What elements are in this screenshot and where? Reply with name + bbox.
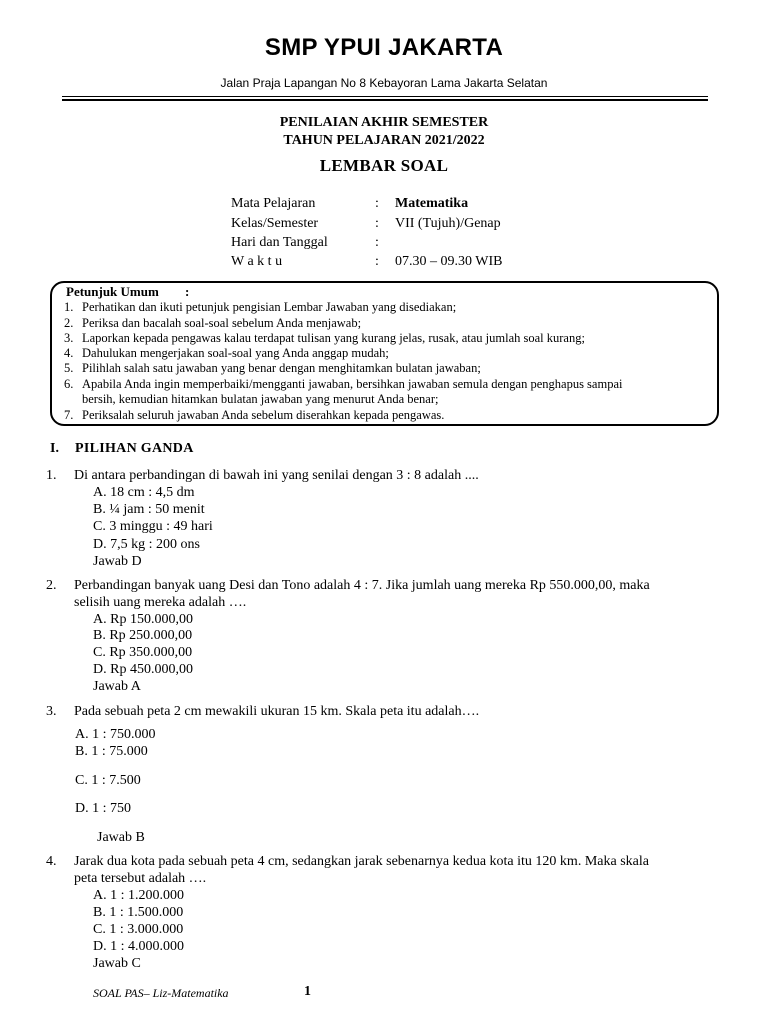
footer-label: SOAL PAS– Liz-Matematika bbox=[93, 986, 229, 1000]
instructions-colon: : bbox=[185, 284, 190, 299]
question-text: Di antara perbandingan di bawah ini yang senilai dengan 3 : 8 adalah .... bbox=[74, 468, 479, 483]
info-colon: : bbox=[375, 196, 379, 211]
question-text: Perbandingan banyak uang Desi dan Tono adalah 4 : 7. Jika jumlah uang mereka Rp 550.000,00, maka bbox=[74, 578, 650, 593]
option-a: A. 1 : 750.000 bbox=[75, 727, 156, 742]
instruction-number: 4. bbox=[64, 346, 74, 360]
info-colon: : bbox=[375, 235, 379, 250]
option-c: C. 1 : 3.000.000 bbox=[93, 922, 184, 937]
info-value-class: VII (Tujuh)/Genap bbox=[395, 216, 501, 231]
option-a: A. 18 cm : 4,5 dm bbox=[93, 485, 195, 500]
header-divider-thin bbox=[62, 96, 708, 97]
instruction-text: Perhatikan dan ikuti petunjuk pengisian Lembar Jawaban yang disediakan; bbox=[82, 300, 457, 314]
instruction-number: 2. bbox=[64, 316, 74, 330]
exam-title: PENILAIAN AKHIR SEMESTER bbox=[279, 115, 489, 130]
option-d: D. 1 : 4.000.000 bbox=[93, 939, 184, 954]
info-label-class: Kelas/Semester bbox=[231, 216, 319, 231]
instruction-text: Pilihlah salah satu jawaban yang benar dengan menghitamkan bulatan jawaban; bbox=[82, 361, 481, 375]
instruction-number: 6. bbox=[64, 377, 74, 391]
question-number: 3. bbox=[46, 704, 57, 719]
instructions-heading: Petunjuk Umum bbox=[66, 284, 159, 299]
page-number: 1 bbox=[304, 984, 311, 999]
question-number: 2. bbox=[46, 578, 57, 593]
option-c: C. 1 : 7.500 bbox=[75, 773, 141, 788]
info-label-date: Hari dan Tanggal bbox=[231, 235, 328, 250]
instruction-text-continued: bersih, kemudian hitamkan bulatan jawaban yang menurut Anda benar; bbox=[82, 392, 439, 406]
answer-key: Jawab B bbox=[97, 830, 145, 845]
answer-key: Jawab A bbox=[93, 679, 141, 694]
info-colon: : bbox=[375, 254, 379, 269]
answer-key: Jawab C bbox=[93, 956, 141, 971]
option-d: D. Rp 450.000,00 bbox=[93, 662, 193, 677]
instruction-number: 3. bbox=[64, 331, 74, 345]
option-a: A. 1 : 1.200.000 bbox=[93, 888, 184, 903]
question-number: 4. bbox=[46, 854, 57, 869]
header-divider-thick bbox=[62, 99, 708, 101]
academic-year: TAHUN PELAJARAN 2021/2022 bbox=[283, 133, 485, 148]
instruction-text: Dahulukan mengerjakan soal-soal yang Anda anggap mudah; bbox=[82, 346, 389, 360]
option-d: D. 1 : 750 bbox=[75, 801, 131, 816]
info-label-subject: Mata Pelajaran bbox=[231, 196, 316, 211]
question-text: Pada sebuah peta 2 cm mewakili ukuran 15 km. Skala peta itu adalah…. bbox=[74, 704, 480, 719]
answer-key: Jawab D bbox=[93, 554, 142, 569]
info-value-time: 07.30 – 09.30 WIB bbox=[395, 254, 503, 269]
info-value-subject: Matematika bbox=[395, 196, 469, 211]
info-label-time: W a k t u bbox=[231, 254, 283, 269]
question-number: 1. bbox=[46, 468, 57, 483]
option-c: C. 3 minggu : 49 hari bbox=[93, 519, 213, 534]
school-name: SMP YPUI JAKARTA bbox=[264, 34, 504, 61]
question-text-continued: selisih uang mereka adalah …. bbox=[74, 595, 247, 610]
instruction-text: Apabila Anda ingin memperbaiki/mengganti jawaban, bersihkan jawaban semula dengan penghapus sampai bbox=[82, 377, 623, 391]
option-d: D. 7,5 kg : 200 ons bbox=[93, 537, 200, 552]
option-b: B. 1 : 1.500.000 bbox=[93, 905, 184, 920]
option-c: C. Rp 350.000,00 bbox=[93, 645, 193, 660]
option-b: B. ¼ jam : 50 menit bbox=[93, 502, 205, 517]
option-b: B. Rp 250.000,00 bbox=[93, 628, 193, 643]
instruction-text: Periksalah seluruh jawaban Anda sebelum diserahkan kepada pengawas. bbox=[82, 408, 445, 422]
question-text-continued: peta tersebut adalah …. bbox=[74, 871, 207, 886]
info-colon: : bbox=[375, 216, 379, 231]
section-number: I. bbox=[50, 441, 59, 456]
instruction-number: 5. bbox=[64, 361, 74, 375]
instruction-text: Periksa dan bacalah soal-soal sebelum Anda menjawab; bbox=[82, 316, 362, 330]
instruction-number: 1. bbox=[64, 300, 74, 314]
option-a: A. Rp 150.000,00 bbox=[93, 612, 193, 627]
question-text: Jarak dua kota pada sebuah peta 4 cm, sedangkan jarak sebenarnya kedua kota itu 120 km. Maka skala bbox=[74, 854, 649, 869]
sheet-title: LEMBAR SOAL bbox=[319, 156, 449, 175]
option-b: B. 1 : 75.000 bbox=[75, 744, 148, 759]
school-address: Jalan Praja Lapangan No 8 Kebayoran Lama Jakarta Selatan bbox=[220, 76, 548, 90]
section-title: PILIHAN GANDA bbox=[75, 441, 194, 456]
instruction-text: Laporkan kepada pengawas kalau terdapat tulisan yang kurang jelas, rusak, atau jumlah soal kurang; bbox=[82, 331, 585, 345]
instruction-number: 7. bbox=[64, 408, 74, 422]
